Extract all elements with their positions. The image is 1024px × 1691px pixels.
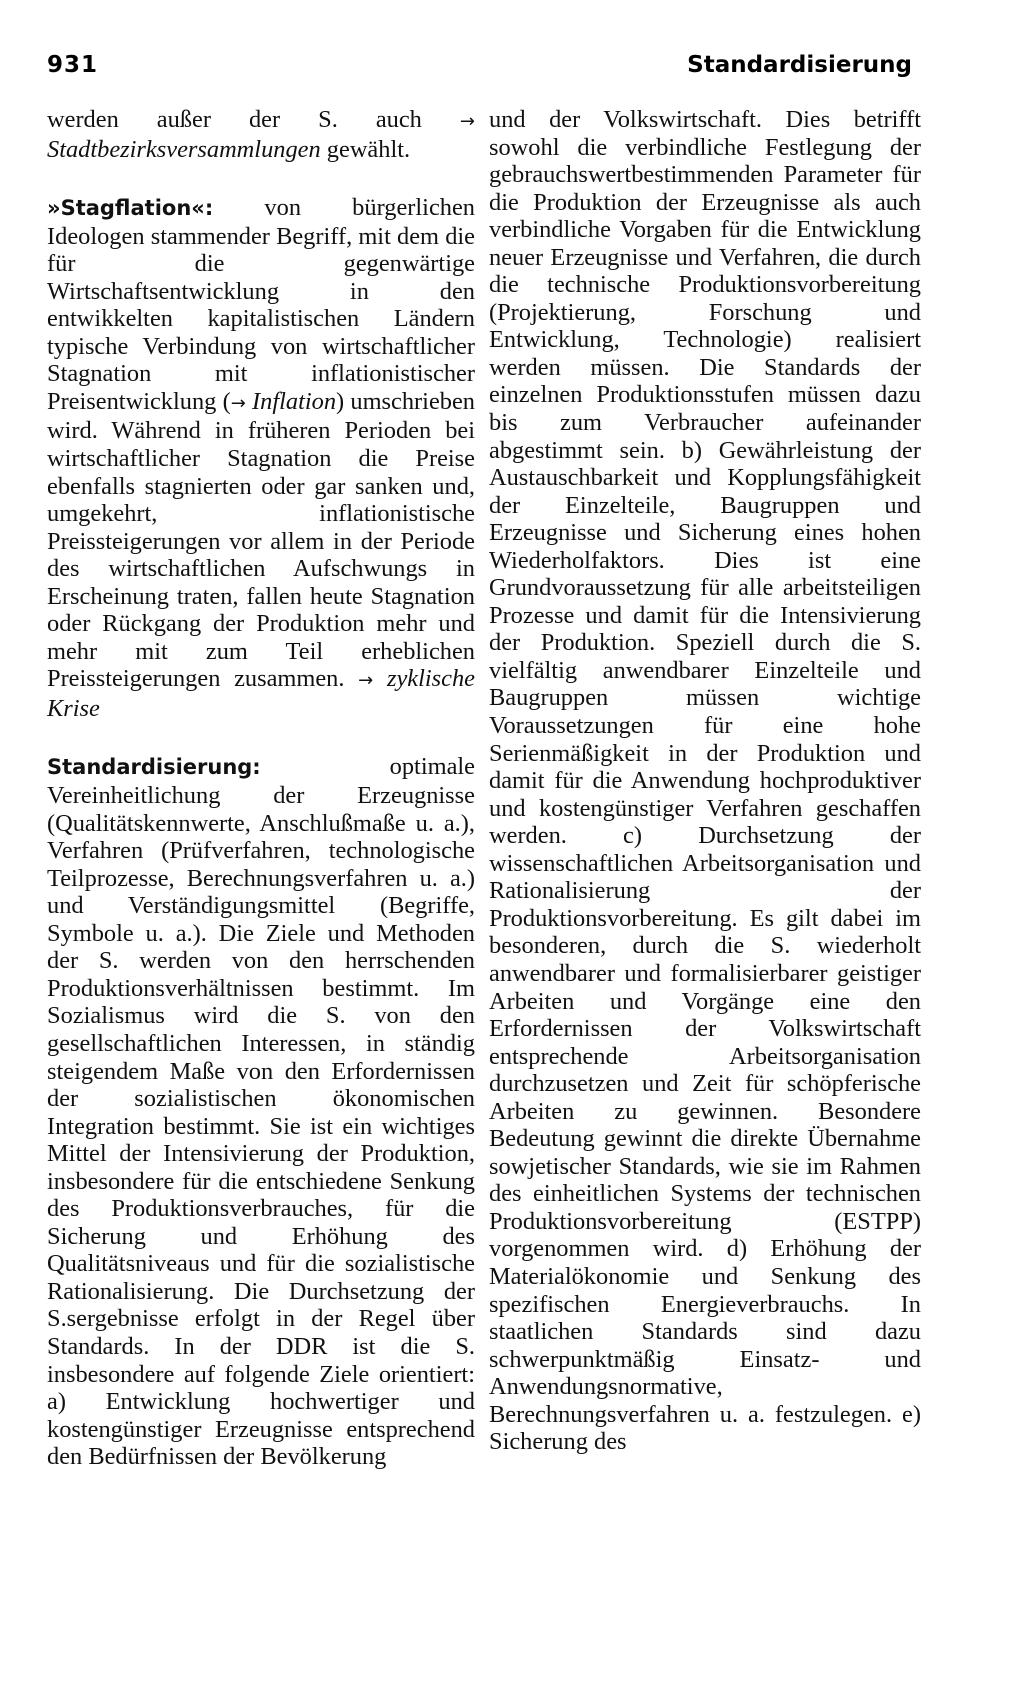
right-column [489,106,921,1456]
cross-reference: zyklische Krise [47,665,475,722]
entry-standardisierung-continued: und der Volkswirtschaft. Dies betrifft sowohl die verbindliche Festlegung der gebrauchswertbestimmenden Parameter für die Produktion der Erzeugnisse als auch verbindliche Vorgaben für die Entwicklung neuer Erzeugnisse und Verfahren, die durch die technische Produktionsvorbereitung (Projektierung, Forschung und Entwicklung, Technologie) realisiert werden müssen. Die Standards der einzelnen Produktionsstufen müssen dazu bis zum Verbraucher aufeinander abgestimmt sein. b) Gewährleistung der Austauschbarkeit und Kopplungsfähigkeit der Einzelteile, Baugruppen und Erzeugnisse und Sicherung eines hohen Wiederholfaktors. Dies ist eine Grundvoraussetzung für alle arbeitsteiligen Prozesse und damit für die Intensivierung der Produktion. Speziell durch die S. vielfältig anwendbarer Einzelteile und Baugruppen müssen wichtige Voraussetzungen für eine hohe Serienmäßigkeit in der Produktion und damit für die Anwendung hochproduktiver und kostengünstiger Verfahren geschaffen werden. c) Durchsetzung der wissenschaftlichen Arbeitsorganisation und Rationalisierung der Produktionsvorbereitung. Es gilt dabei im besonderen, durch die S. wiederholt anwendbarer und formalisierbarer geistiger Arbeiten und Vorgänge eine den Erfordernissen der Volkswirtschaft entsprechende Arbeitsorganisation durchzusetzen und Zeit für schöpferische Arbeiten zu gewinnen. Besondere Bedeutung gewinnt die direkte Übernahme sowjetischer Standards, wie sie im Rahmen des einheitlichen Systems der technischen Produktionsvorbereitung (ESTPP) vorgenommen wird. d) Erhöhung der Materialökonomie und Senkung des spezifischen Energieverbrauchs. In staatlichen Standards sind dazu schwerpunktmäßig Einsatz- und Anwendungsnormative, Berechnungsverfahren u. a. festzulegen. e) Sicherung des [489,106,921,1456]
cross-reference-arrow-icon: → [459,111,475,132]
cross-reference: Inflation [252,387,337,415]
page-number: 931 [47,52,99,78]
cross-reference: Stadtbezirksversammlungen [47,135,321,163]
left-column [47,106,475,1502]
entry-headword: »Stagflation«: [47,196,214,221]
entry-headword: Standardisierung: [47,755,261,780]
entry-continuation: werden außer der S. auch → Stadtbezirksversammlungen gewählt. [47,106,475,163]
running-head [47,52,912,82]
cross-reference-arrow-icon: → [230,392,246,414]
entry-stagflation: »Stagflation«: von bürgerlichen Ideologen stammender Begriff, mit dem die für die gegenwärtige Wirtschaftsentwicklung in den entwikkelten kapitalistischen Ländern typische Verbindung von wirtschaftlicher Stagnation mit inflationistischer Preisentwicklung (→ Inflation) umschrieben wird. Während in früheren Perioden bei wirtschaftlicher Stagnation die Preise ebenfalls stagnierten oder gar sanken und, umgekehrt, inflationistische Preissteigerungen vor allem in der Periode des wirtschaftlichen Aufschwungs in Erscheinung traten, fallen heute Stagnation oder Rückgang der Produktion mehr und mehr mit zum Teil erheblichen Preissteigerungen zusammen. → zyklische Krise [47,194,475,722]
entry-standardisierung: Standardisierung: optimale Vereinheitlichung der Erzeugnisse (Qualitätskennwerte, Anschlußmaße u. a.), Verfahren (Prüfverfahren, technologische Teilprozesse, Berechnungsverfahren u. a.) und Verständigungsmittel (Begriffe, Symbole u. a.). Die Ziele und Methoden der S. werden von den herrschenden Produktionsverhältnissen bestimmt. Im Sozialismus wird die S. von den gesellschaftlichen Interessen, in ständig steigendem Maße von den Erfordernissen der sozialistischen ökonomischen Integration bestimmt. Sie ist ein wichtiges Mittel der Intensivierung der Produktion, insbesondere für die entschiedene Senkung des Produktionsverbrauches, für die Sicherung und Erhöhung des Qualitätsniveaus und für die sozialistische Rationalisierung. Die Durchsetzung der S.sergebnisse erfolgt in der Regel über Standards. In der DDR ist die S. insbesondere auf folgende Ziele orientiert: a) Entwicklung hochwertiger und kostengünstiger Erzeugnisse entsprechend den Bedürfnissen der Bevölkerung [47,753,475,1471]
running-title: Standardisierung [687,52,912,78]
cross-reference-arrow-icon: → [358,670,374,692]
